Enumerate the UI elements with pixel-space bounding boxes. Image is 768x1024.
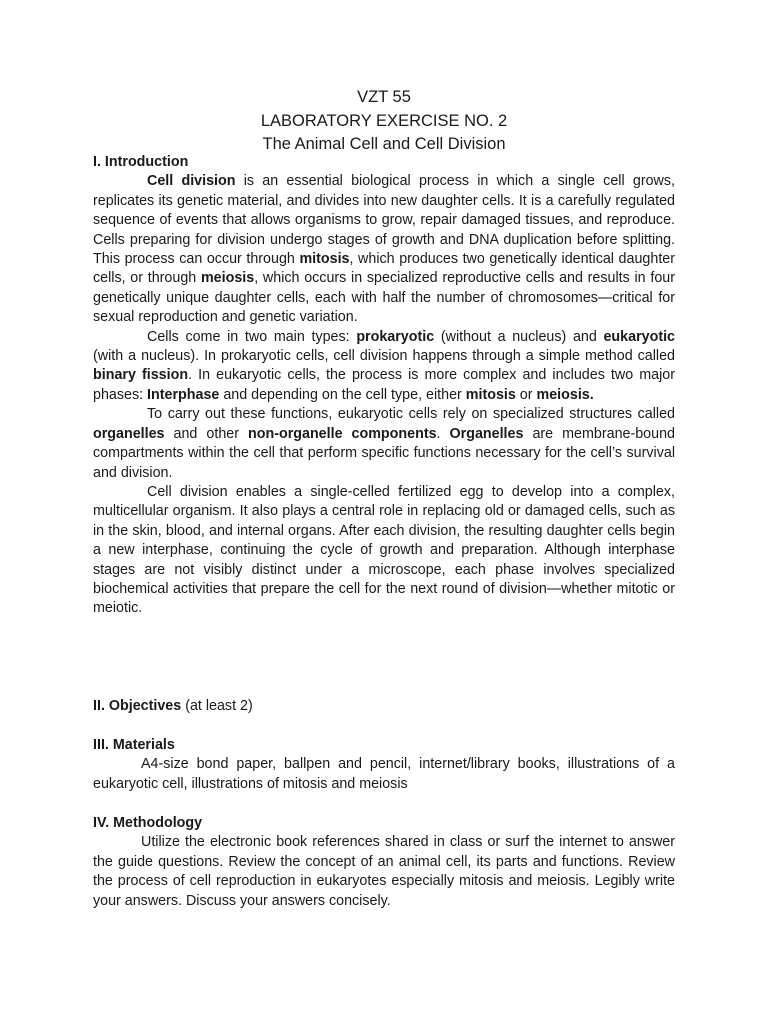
exercise-title: The Animal Cell and Cell Division	[262, 135, 506, 153]
intro-p3-text-3: .	[436, 425, 450, 442]
term-mitosis-2: mitosis	[465, 386, 516, 403]
objectives-note: (at least 2)	[181, 698, 253, 714]
intro-p1-text-2: , which produces two genetically identical daughter cells, or through	[93, 251, 675, 287]
term-meiosis-2: meiosis.	[536, 386, 594, 403]
intro-p3-text-1: To carry out these functions, eukaryotic cells rely on specialized structures called	[147, 406, 675, 423]
term-non-organelle-components: non-organelle components	[248, 425, 437, 442]
methodology-heading: IV. Methodology	[93, 815, 203, 831]
intro-paragraph-3	[93, 405, 675, 483]
intro-p1-text-1: is an essential biological process in which a single cell grows, replicates its genetic material, and divides into new daughter cells. It is a carefully regulated sequence of events that allows organisms to grow, repair damaged tissues, and reproduce. Cells preparing for division undergo stages of growth and DNA duplication before splitting. This process can occur through	[93, 173, 675, 268]
intro-p2-text-1: Cells come in two main types:	[147, 328, 357, 345]
intro-paragraph-1	[93, 172, 675, 327]
intro-p2-text-5: and depending on the cell type, either	[219, 386, 466, 403]
term-meiosis: meiosis	[200, 270, 255, 287]
intro-p1-text-3: , which occurs in specialized reproductive cells and results in four genetically unique daughter cells, each with half the number of chromosomes—critical for sexual reproduction and genetic variation.	[93, 270, 675, 326]
intro-p2-text-2: (without a nucleus) and	[434, 328, 604, 345]
intro-p3-text-2: and other	[164, 425, 248, 442]
objectives-line	[93, 697, 675, 716]
term-eukaryotic: eukaryotic	[603, 328, 676, 345]
intro-paragraph-2	[93, 328, 675, 406]
objectives-section	[93, 697, 675, 716]
materials-section	[93, 736, 675, 794]
document-title-block	[0, 86, 768, 157]
materials-text: A4-size bond paper, ballpen and pencil, internet/library books, illustrations of a eukaryotic cell, illustrations of mitosis and meiosis	[93, 756, 675, 792]
term-interphase: Interphase	[147, 386, 220, 403]
course-code: VZT 55	[357, 88, 411, 106]
intro-paragraph-4: Cell division enables a single-celled fertilized egg to develop into a complex, multicellular organism. It also plays a central role in replacing old or damaged cells, such as in the skin, blood, and internal organs. After each division, the resulting daughter cells begin a new interphase, continuing the cycle of growth and preparation. Although interphase stages are not visibly distinct under a microscope, each phase involves specialized biochemical activities that prepare the cell for the next round of division—whether mitotic or meiotic.	[93, 483, 675, 617]
intro-p2-text-6: or	[515, 386, 537, 403]
intro-p3-text-4: are membrane-bound compartments within the cell that perform specific functions necessary for the cell’s survival and division.	[93, 425, 675, 481]
exercise-number: LABORATORY EXERCISE NO. 2	[260, 111, 508, 130]
introduction-section	[93, 153, 675, 619]
intro-p2-text-3: (with a nucleus). In prokaryotic cells, cell division happens through a simple method called	[93, 348, 675, 365]
term-cell-division: Cell division	[147, 173, 236, 190]
materials-heading: III. Materials	[93, 737, 175, 753]
term-prokaryotic: prokaryotic	[356, 328, 435, 345]
term-organelles: organelles	[93, 425, 165, 442]
introduction-heading: I. Introduction	[93, 154, 189, 170]
term-mitosis: mitosis	[299, 251, 350, 268]
term-binary-fission: binary fission	[93, 367, 189, 384]
intro-p2-text-4: . In eukaryotic cells, the process is more complex and includes two major phases:	[93, 367, 675, 403]
term-organelles-cap: Organelles	[449, 425, 524, 442]
objectives-heading: II. Objectives	[93, 698, 182, 714]
methodology-text: Utilize the electronic book references shared in class or surf the internet to answer the guide questions. Review the concept of an animal cell, its parts and functions. Review the process of cell reproduction in eukaryotes especially mitosis and meiosis. Legibly write your answers. Discuss your answers concisely.	[93, 834, 675, 909]
methodology-section	[93, 814, 675, 911]
